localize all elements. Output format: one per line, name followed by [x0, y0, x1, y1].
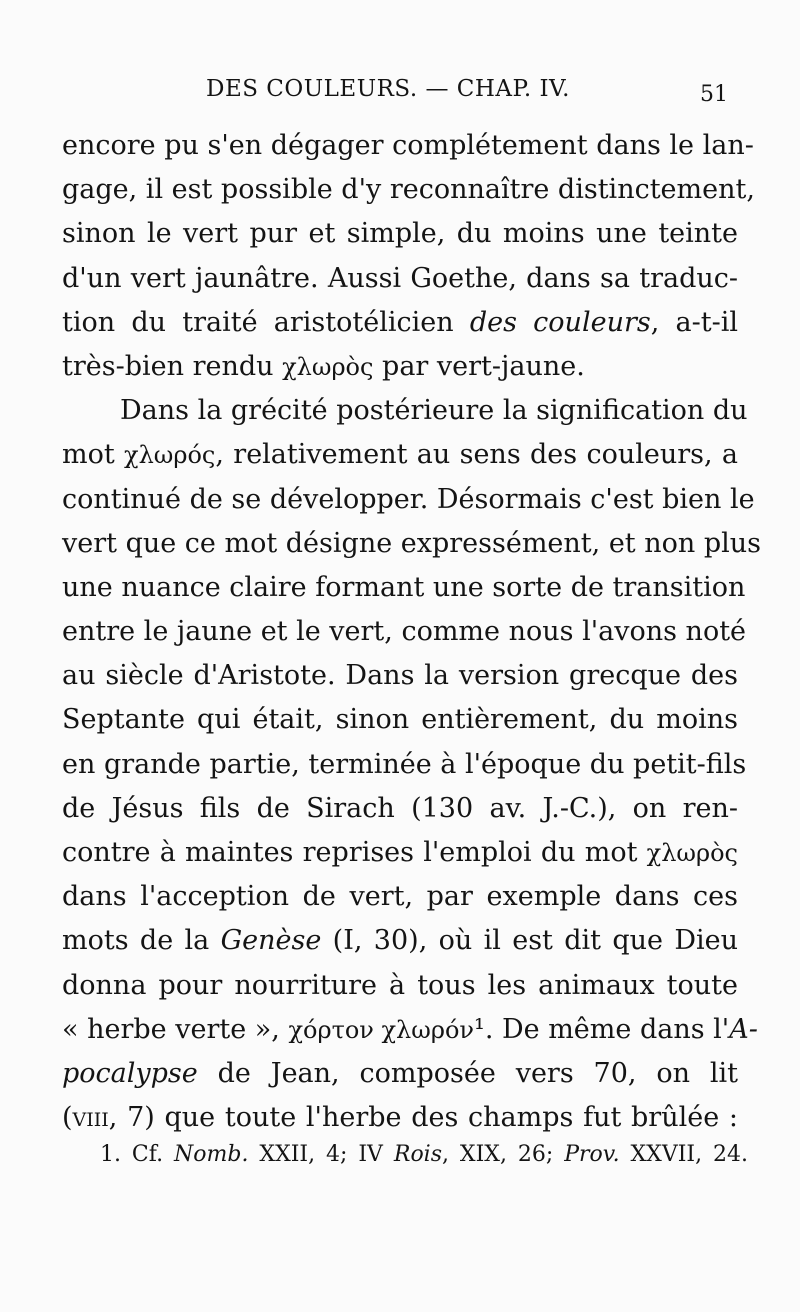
text-line [62, 919, 738, 963]
text-line [62, 831, 738, 875]
text-line: vert que ce mot désigne expressément, et non plus [62, 527, 762, 559]
text-segment: par vert-jaune. [373, 350, 585, 382]
body-text [62, 124, 762, 1140]
text-segment: , a-t-il [650, 306, 738, 338]
text-line [62, 345, 738, 389]
italic-title: A- [729, 1013, 758, 1045]
running-title: DES COULEURS. — CHAP. IV. [206, 76, 570, 102]
text-line [62, 433, 738, 477]
text-line: d'un vert jaunâtre. Aussi Goethe, dans sa traduc- [62, 262, 738, 294]
book-abbrev: Rois [393, 1142, 443, 1167]
roman-numeral: viii [72, 1102, 109, 1134]
text-segment: , relativement au sens des couleurs, a [215, 439, 738, 471]
text-segment: mot [62, 439, 125, 471]
text-segment: XXII, 4; IV [248, 1142, 394, 1167]
text-segment: Cf. [121, 1142, 175, 1167]
text-segment: de Jean, composée vers 70, on lit [197, 1057, 738, 1089]
footnote [100, 1142, 748, 1167]
text-line: continué de se développer. Désormais c'est bien le [62, 483, 755, 515]
text-line: Dans la grécité postérieure la signification du [120, 395, 748, 427]
text-line [62, 1096, 738, 1140]
text-segment: , 7) que toute l'herbe des champs fut brûlée : [108, 1102, 738, 1134]
text-line: Septante qui était, sinon entièrement, du moins [62, 704, 738, 736]
text-line: une nuance claire formant une sorte de transition [62, 571, 746, 603]
text-line [62, 1008, 758, 1052]
text-segment: (I, 30), où il est dit que Dieu [321, 925, 738, 957]
italic-title: pocalypse [62, 1057, 198, 1089]
greek-word: χλωρός [124, 441, 216, 470]
page-header [0, 76, 800, 112]
text-line: sinon le vert pur et simple, du moins une teinte [62, 218, 738, 250]
text-line: encore pu s'en dégager complétement dans le lan- [62, 130, 754, 161]
text-segment: , XIX, 26; [442, 1142, 565, 1167]
greek-word: χλωρὸς [646, 839, 738, 867]
text-segment: très-bien rendu [62, 350, 283, 382]
greek-word: χλωρὸς [282, 352, 374, 381]
text-line: entre le jaune et le vert, comme nous l'avons noté [62, 616, 747, 648]
book-abbrev: Prov. [564, 1142, 620, 1167]
footnote-marker: 1. [100, 1142, 121, 1167]
text-segment: tion du traité aristotélicien [62, 306, 470, 338]
greek-phrase: χόρτον χλωρόν [288, 1015, 474, 1044]
text-line: au siècle d'Aristote. Dans la version grecque des [62, 660, 738, 692]
text-segment: XXVII, 24. [619, 1142, 749, 1167]
text-line: dans l'acception de vert, par exemple dans ces [62, 881, 738, 913]
text-segment: « herbe verte », [62, 1013, 289, 1045]
book-abbrev: Nomb. [174, 1142, 249, 1167]
text-line: de Jésus fils de Sirach (130 av. J.-C.), on ren- [62, 792, 738, 824]
paragraph [62, 124, 755, 389]
text-segment: ( [62, 1102, 73, 1134]
text-segment: contre à maintes reprises l'emploi du mot [62, 837, 647, 868]
italic-title: des couleurs [469, 306, 651, 338]
text-line: en grande partie, terminée à l'époque du petit-fils [62, 748, 747, 780]
text-segment: . De même dans l' [484, 1013, 730, 1045]
text-line [62, 301, 738, 345]
text-line: donna pour nourriture à tous les animaux toute [62, 969, 738, 1001]
text-line [62, 1052, 738, 1096]
text-segment: mots de la [62, 925, 221, 957]
italic-title: Genèse [220, 925, 322, 957]
paragraph [62, 389, 762, 1140]
text-line: gage, il est possible d'y reconnaître distinctement, [62, 174, 755, 206]
footnote-ref: ¹ [474, 1013, 485, 1045]
page-number: 51 [700, 82, 728, 107]
